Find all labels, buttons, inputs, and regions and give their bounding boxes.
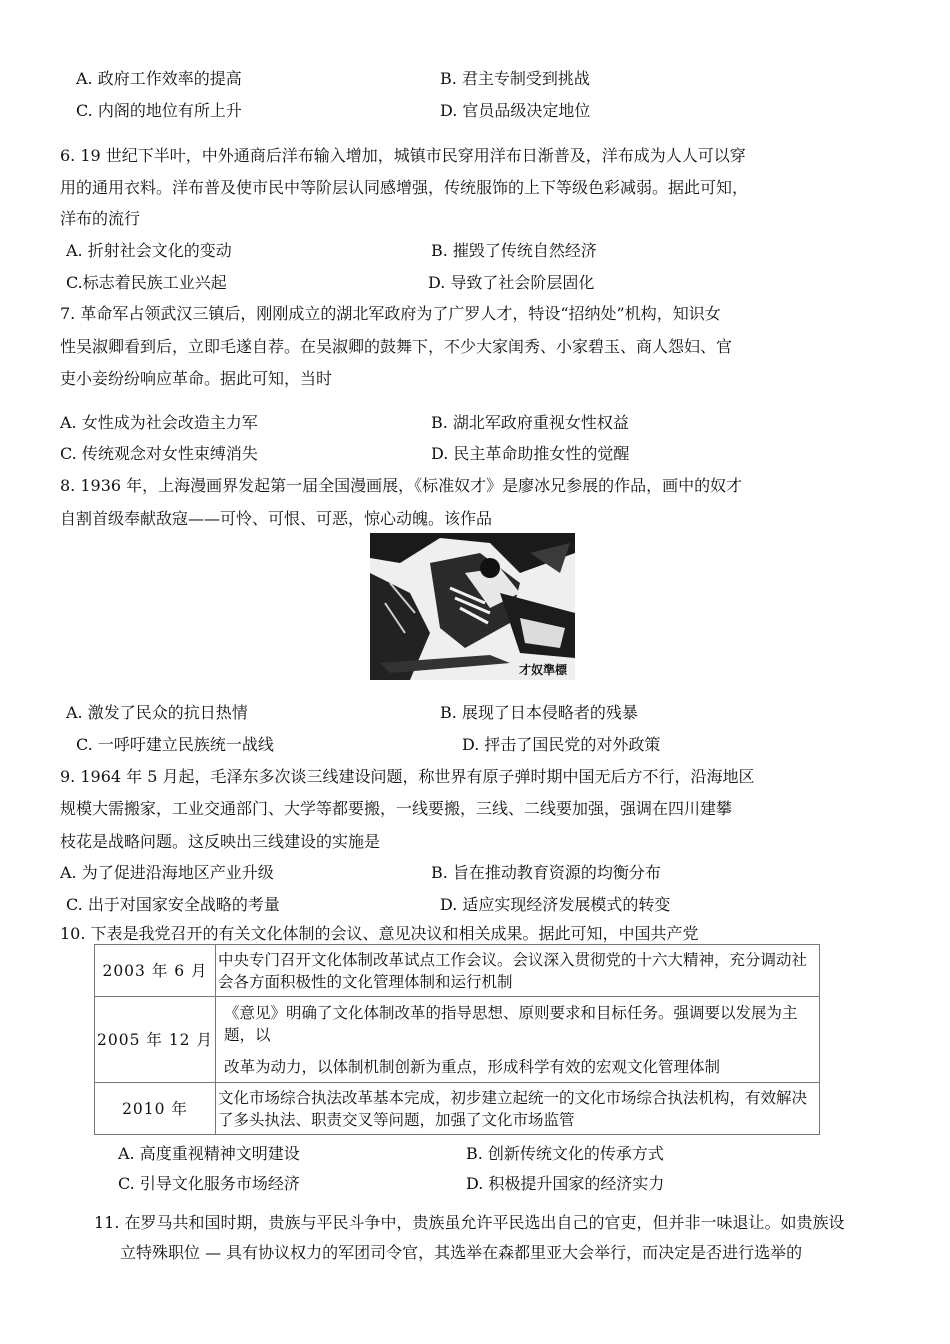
q6-stem-line: 用的通用衣料。洋布普及使市民中等阶层认同感增强，传统服饰的上下等级色彩减弱。据此可知， — [60, 178, 749, 197]
q7-stem-line: 7. 革命军占领武汉三镇后，刚刚成立的湖北军政府为了广罗人才，特设“招纳处”机构，知识女 — [60, 304, 721, 323]
q7-option-a: A. 女性成为社会改造主力军 — [60, 413, 258, 432]
q5-option-c: C. 内阁的地位有所上升 — [76, 101, 242, 120]
q9-stem-line: 9. 1964 年 5 月起，毛泽东多次谈三线建设问题，称世界有原子弹时期中国无后方不行，沿海地区 — [60, 767, 755, 786]
table-content-cell — [216, 997, 820, 1083]
table-content-cell: 中央专门召开文化体制改革试点工作会议。会议深入贯彻党的十六大精神，充分调动社会各方面积极性的文化管理体制和运行机制 — [216, 945, 820, 997]
q11-stem-line: 立特殊职位 — 具有协议权力的军团司令官，其选举在森都里亚大会举行，而决定是否进行选举的 — [120, 1243, 803, 1262]
q9-stem-line: 枝花是战略问题。这反映出三线建设的实施是 — [60, 832, 381, 851]
table-row — [95, 945, 820, 997]
table-year-cell: 2003 年 6 月 — [95, 945, 216, 997]
q9-stem-line: 规模大需搬家，工业交通部门、大学等都要搬，一线要搬，三线、二线要加强，强调在四川建攀 — [60, 799, 733, 818]
q5-option-a: A. 政府工作效率的提高 — [76, 69, 242, 88]
table-content-line: 改革为动力，以体制机制创新为重点，形成科学有效的宏观文化管理体制 — [224, 1057, 721, 1076]
cartoon-caption: 才奴準標 — [518, 663, 567, 677]
q6-stem-line: 洋布的流行 — [60, 209, 141, 228]
q10-option-d: D. 积极提升国家的经济实力 — [466, 1174, 665, 1193]
table-year-cell: 2010 年 — [95, 1083, 216, 1135]
table-row — [95, 997, 820, 1083]
q8-stem-line: 8. 1936 年，上海漫画界发起第一届全国漫画展，《标准奴才》是廖冰兄参展的作品，画中的奴才 — [60, 476, 743, 495]
table-content-cell: 文化市场综合执法改革基本完成，初步建立起统一的文化市场综合执法机构，有效解决了多头执法、职责交叉等问题，加强了文化市场监管 — [216, 1083, 820, 1135]
q6-option-d: D. 导致了社会阶层固化 — [428, 273, 595, 292]
q6-option-a: A. 折射社会文化的变动 — [66, 241, 232, 260]
table-content-line: 《意见》明确了文化体制改革的指导思想、原则要求和目标任务。强调要以发展为主题，以 — [224, 1003, 798, 1044]
q8-option-a: A. 激发了民众的抗日热情 — [66, 703, 248, 722]
q6-option-c: C.标志着民族工业兴起 — [66, 273, 227, 292]
q11-stem-line: 11. 在罗马共和国时期，贵族与平民斗争中，贵族虽允许平民选出自己的官吏，但并非一味退让。如贵族设 — [94, 1213, 845, 1232]
q10-table — [94, 944, 820, 1135]
q6-option-b: B. 摧毁了传统自然经济 — [431, 241, 597, 260]
table-row — [95, 1083, 820, 1135]
q7-stem-line: 性吴淑卿看到后，立即毛遂自荐。在吴淑卿的鼓舞下，不少大家闺秀、小家碧玉、商人怨妇、官 — [60, 337, 733, 356]
q10-stem: 10. 下表是我党召开的有关文化体制的会议、意见决议和相关成果。据此可知，中国共产党 — [60, 924, 699, 943]
q7-option-b: B. 湖北军政府重视女性权益 — [431, 413, 629, 432]
table-year-cell: 2005 年 12 月 — [95, 997, 216, 1083]
q7-option-d: D. 民主革命助推女性的觉醒 — [431, 444, 630, 463]
q5-option-b: B. 君主专制受到挑战 — [440, 69, 590, 88]
q9-option-c: C. 出于对国家安全战略的考量 — [66, 895, 280, 914]
q9-option-a: A. 为了促进沿海地区产业升级 — [60, 863, 274, 882]
q10-option-b: B. 创新传统文化的传承方式 — [466, 1144, 664, 1163]
q8-option-d: D. 抨击了国民党的对外政策 — [462, 735, 661, 754]
q9-option-b: B. 旨在推动教育资源的均衡分布 — [431, 863, 661, 882]
q6-stem-line: 6. 19 世纪下半叶，中外通商后洋布输入增加，城镇市民穿用洋布日渐普及，洋布成为人人可以穿 — [60, 146, 746, 165]
q8-option-c: C. 一呼吁建立民族统一战线 — [76, 735, 274, 754]
q8-option-b: B. 展现了日本侵略者的残暴 — [440, 703, 638, 722]
q7-stem-line: 吏小妾纷纷响应革命。据此可知，当时 — [60, 369, 333, 388]
q9-option-d: D. 适应实现经济发展模式的转变 — [440, 895, 671, 914]
q10-option-c: C. 引导文化服务市场经济 — [118, 1174, 300, 1193]
q5-option-d: D. 官员品级决定地位 — [440, 101, 591, 120]
q7-option-c: C. 传统观念对女性束缚消失 — [60, 444, 258, 463]
q10-option-a: A. 高度重视精神文明建设 — [118, 1144, 300, 1163]
cartoon-image — [370, 533, 575, 680]
q8-stem-line: 自割首级奉献敌寇——可怜、可恨、可恶，惊心动魄。该作品 — [60, 509, 493, 528]
